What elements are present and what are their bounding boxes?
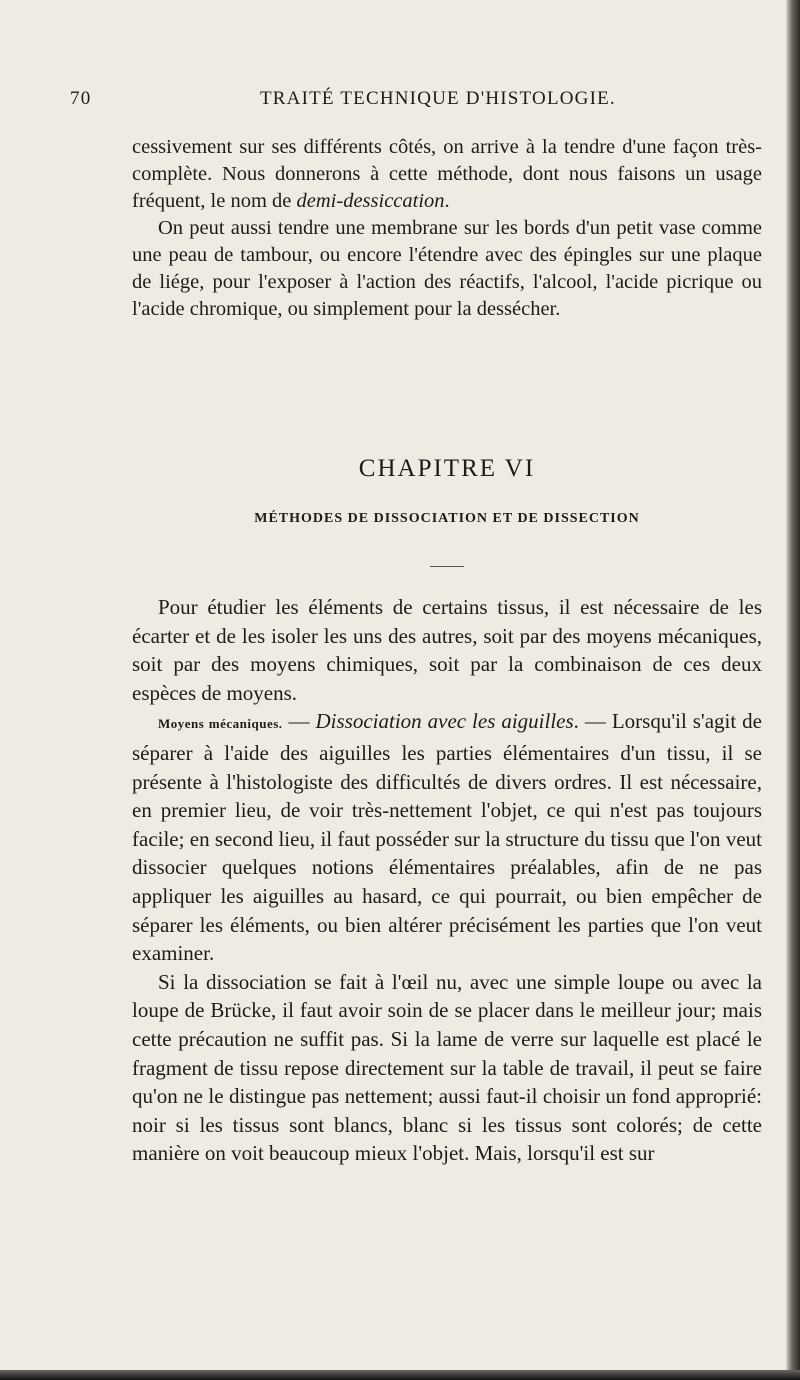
running-title: TRAITÉ TECHNIQUE D'HISTOLOGIE.	[260, 88, 616, 109]
italic-term: demi-dessiccation	[296, 190, 445, 212]
page-edge-shadow	[786, 0, 800, 1380]
paragraph-intro: Pour étudier les éléments de certains tissus, il est nécessaire de les écarter et de les isoler les uns des autres, soit par des moyens mécaniques, soit par des moyens chimiques, soit par la combinaison de ces deux espèces de moyens.	[132, 595, 762, 705]
chapter-body	[132, 593, 762, 1168]
paragraph-continued: cessivement sur ses différents côtés, on arrive à la tendre d'une façon très-complète. Nous donnerons à cette méthode, dont nous faisons un usage fréquent, le nom de demi-dessiccation.	[132, 136, 762, 212]
paragraph-loupe: Si la dissociation se fait à l'œil nu, avec une simple loupe ou avec la loupe de Brücke, il faut avoir soin de se placer dans le meilleur jour; mais cette précaution ne suffit pas. Si la lame de verre sur laquelle est placé le fragment de tissu repose directement sur la table de travail, il peut se faire qu'on ne le distingue pas nettement; aussi faut-il choisir un fond approprié: noir si les tissus sont blancs, blanc si les tissus sont colorés; de cette manière on voit beaucoup mieux l'objet. Mais, lorsqu'il est sur	[132, 969, 762, 1166]
paragraph-mechanical: Moyens mécaniques. — Dissociation avec les aiguilles. — Lorsqu'il s'agit de séparer à l'aide des aiguilles les parties élémentaires d'un tissu, il se présente à l'histologiste des difficultés de divers ordres. Il est nécessaire, en premier lieu, de voir très-nettement l'objet, ce qui n'est pas toujours facile; en second lieu, il faut posséder sur la structure du tissu que l'on veut dissocier quelques notions élémentaires préalables, afin de ne pas appliquer les aiguilles au hasard, ce qui pourrait, ou bien empêcher de séparer les éléments, ou bien altérer précisément les parties que l'on veut examiner.	[132, 709, 762, 966]
top-text-block	[132, 134, 762, 323]
section-divider	[430, 566, 464, 567]
page-bottom-edge	[0, 1370, 800, 1380]
chapter-subtitle: MÉTHODES DE DISSOCIATION ET DE DISSECTION	[254, 511, 640, 526]
page-number: 70	[70, 88, 92, 109]
section-label: Moyens mécaniques.	[158, 716, 283, 732]
chapter-title: CHAPITRE VI	[358, 455, 536, 482]
section-italic-title: Dissociation avec les aiguilles	[315, 709, 574, 734]
paragraph-membrane: On peut aussi tendre une membrane sur les bords d'un petit vase comme une peau de tambour, ou encore l'étendre avec des épingles sur une plaque de liége, pour l'exposer à l'action des réactifs, l'alcool, l'acide picrique ou l'acide chromique, ou simplement pour la dessécher.	[132, 217, 762, 320]
